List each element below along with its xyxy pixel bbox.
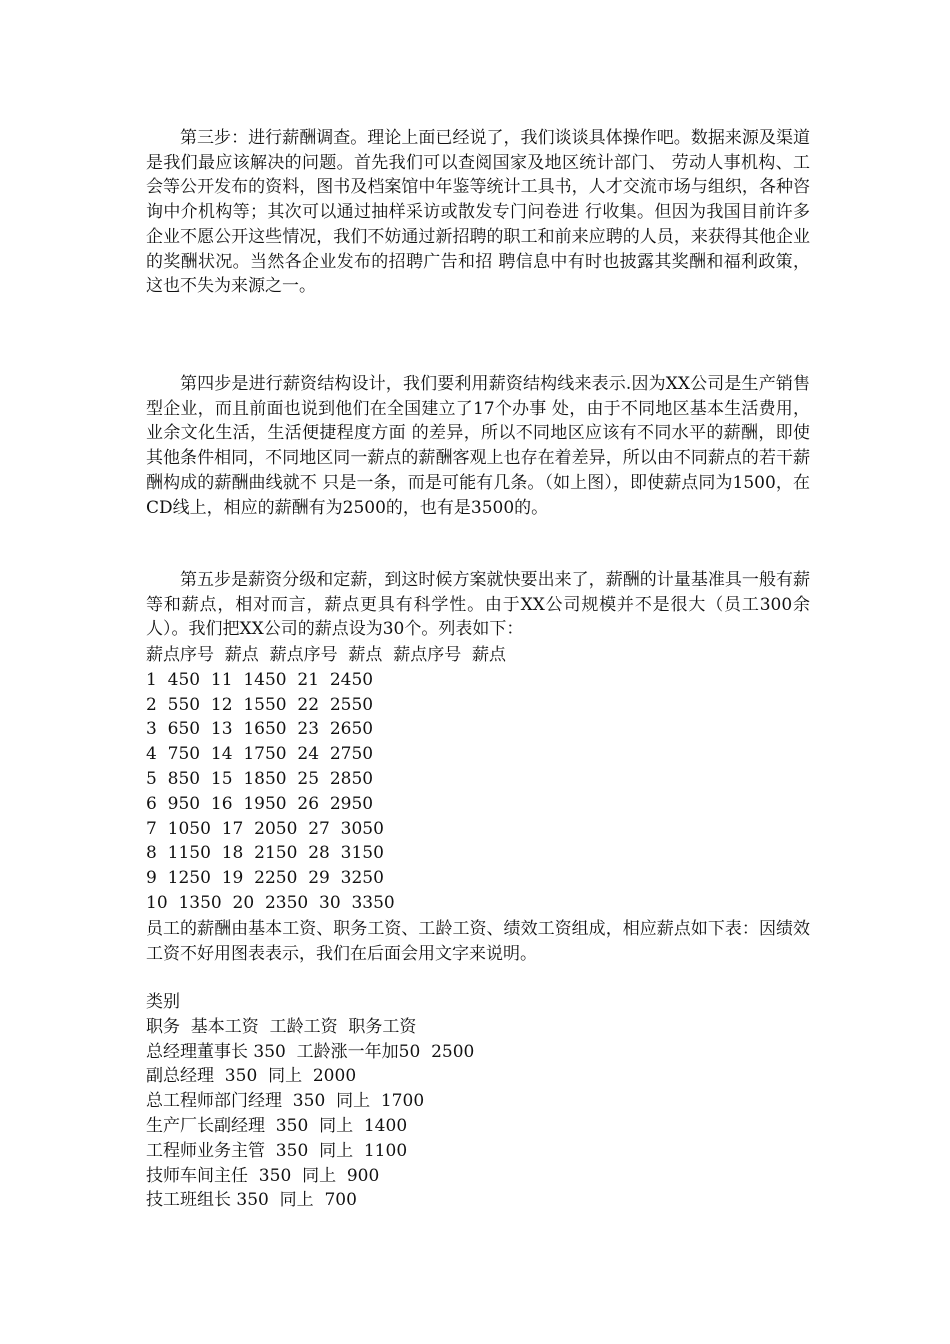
paragraph-step-4: 第四步是进行薪资结构设计，我们要利用薪资结构线来表示.因为XX公司是生产销售型企业，而且前面也说到他们在全国建立了17个办事 处，由于不同地区基本生活费用，业余文化生活，生活便捷程度方面 的差异，所以不同地区应该有不同水平的薪酬，即使其他条件相同，不同地区同一薪点的薪酬客观上也存在着差异，所以由不同薪点的若干薪酬构成的薪酬曲线就不 只是一条，而是可能有几条。（如上图），即使薪点同为1500，在CD线上，相应的薪酬有为2500的，也有是3500的。 — [146, 374, 810, 518]
salary-point-row: 9 1250 19 2250 29 3250 — [146, 868, 384, 889]
position-salary-list — [146, 990, 810, 1213]
salary-point-row: 2 550 12 1550 22 2550 — [146, 694, 374, 715]
position-row: 总工程师部门经理 350 同上 1700 — [146, 1091, 425, 1112]
position-row: 副总经理 350 同上 2000 — [146, 1066, 357, 1087]
salary-point-header: 薪点序号 薪点 薪点序号 薪点 薪点序号 薪点 — [146, 645, 507, 665]
position-row: 技师车间主任 350 同上 900 — [146, 1165, 380, 1186]
position-row: 生产厂长副经理 350 同上 1400 — [146, 1115, 408, 1136]
position-table-header: 职务 基本工资 工龄工资 职务工资 — [146, 1016, 417, 1037]
salary-point-row: 3 650 13 1650 23 2650 — [146, 719, 374, 740]
position-row: 总经理董事长 350 工龄涨一年加50 2500 — [146, 1041, 475, 1062]
salary-point-row: 6 950 16 1950 26 2950 — [146, 793, 374, 814]
salary-composition-note: 员工的薪酬由基本工资、职务工资、工龄工资、绩效工资组成，相应薪点如下表：因绩效工资不好用图表表示，我们在后面会用文字来说明。 — [146, 919, 810, 964]
salary-point-row: 4 750 14 1750 24 2750 — [146, 744, 374, 765]
salary-point-row: 1 450 11 1450 21 2450 — [146, 669, 374, 690]
salary-point-list — [146, 643, 810, 916]
position-row: 技工班组长 350 同上 700 — [146, 1190, 357, 1211]
position-row: 工程师业务主管 350 同上 1100 — [146, 1140, 408, 1161]
category-label: 类别 — [146, 992, 180, 1012]
paragraph-step-5: 第五步是薪资分级和定薪，到这时候方案就快要出来了，薪酬的计量基准具一般有薪等和薪点，相对而言，薪点更具有科学性。由于XX公司规模并不是很大（员工300余人）。我们把XX公司的薪点设为30个。列表如下： — [146, 570, 810, 640]
salary-point-row: 8 1150 18 2150 28 3150 — [146, 843, 384, 864]
salary-point-row: 5 850 15 1850 25 2850 — [146, 768, 374, 789]
salary-point-row: 7 1050 17 2050 27 3050 — [146, 818, 384, 839]
salary-point-row: 10 1350 20 2350 30 3350 — [146, 892, 395, 913]
paragraph-step-3: 第三步：进行薪酬调查。理论上面已经说了，我们谈谈具体操作吧。数据来源及渠道是我们最应该解决的问题。首先我们可以查阅国家及地区统计部门、 劳动人事机构、工会等公开发布的资料，图书及档案馆中年鉴等统计工具书，人才交流市场与组织，各种咨询中介机构等；其次可以通过抽样采访或散发专门问卷进 行收集。但因为我国目前许多企业不愿公开这些情况，我们不妨通过新招聘的职工和前来应聘的人员，来获得其他企业的奖酬状况。当然各企业发布的招聘广告和招 聘信息中有时也披露其奖酬和福利政策，这也不失为来源之一。 — [146, 128, 810, 297]
